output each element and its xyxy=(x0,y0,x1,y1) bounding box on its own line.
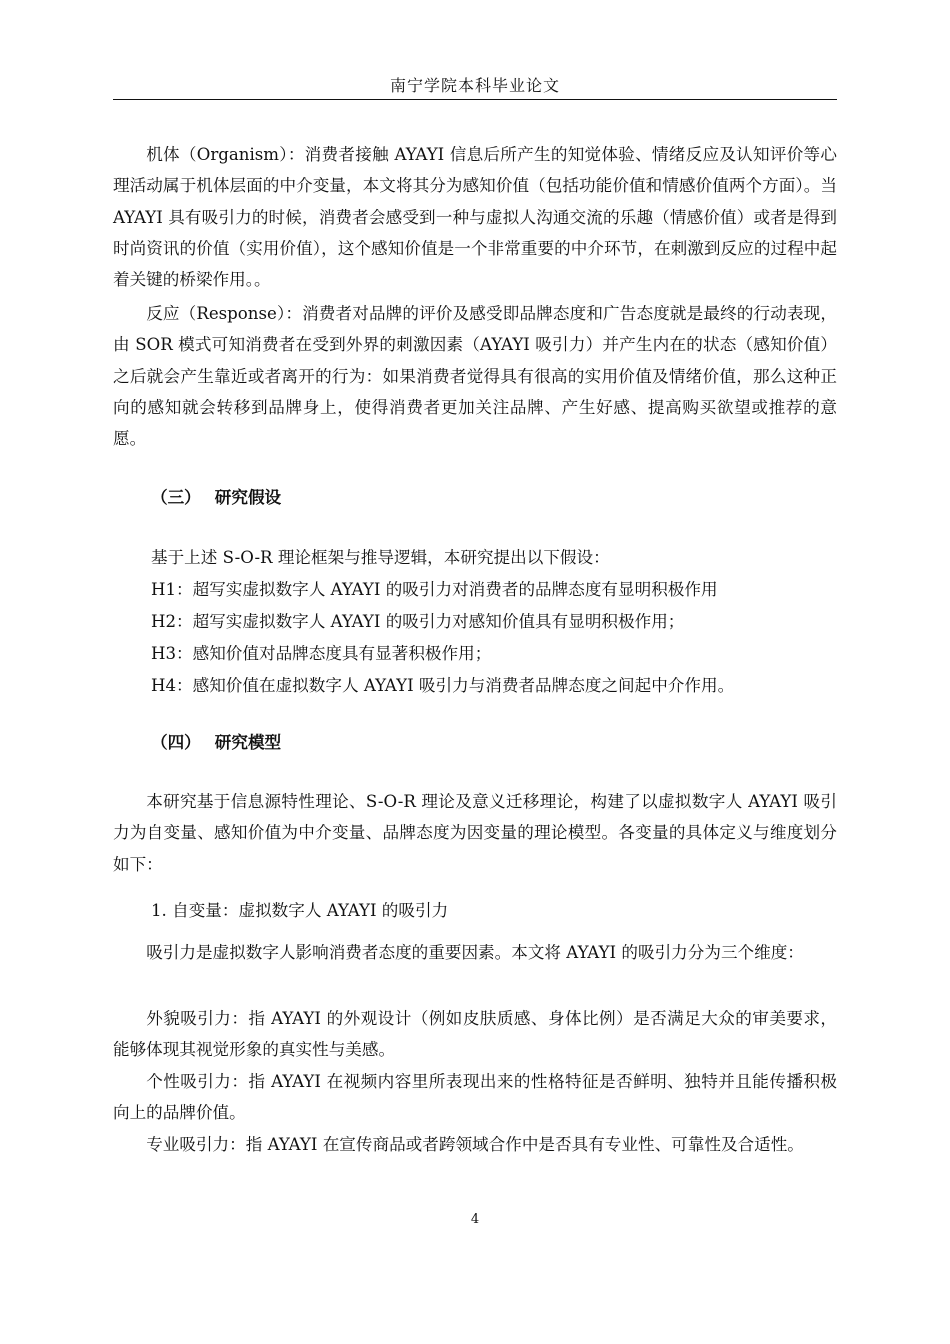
section-title: 研究假设 xyxy=(214,487,282,507)
header-title: 南宁学院本科毕业论文 xyxy=(389,76,560,95)
page-number: 4 xyxy=(470,1212,480,1227)
hypothesis-h1: H1：超写实虚拟数字人 AYAYI 的吸引力对消费者的品牌态度有显明积极作用 xyxy=(151,580,718,599)
paragraph-response: 反应（Response）：消费者对品牌的评价及感受即品牌态度和广告态度就是最终的行动表现，由 SOR 模式可知消费者在受到外界的刺激因素（AYAYI 吸引力）并产生内在的状态（感知价值）之后就会产生靠近或者离开的行为：如果消费者觉得具有很高的实用价值及情绪价值，那么这种正向的感知就会转移到品牌身上，使得消费者更加关注品牌、产生好感、提高购买欲望或推荐的意愿。 xyxy=(113,304,837,449)
section-heading-hypotheses xyxy=(151,482,281,513)
paragraph-model-intro: 本研究基于信息源特性理论、S-O-R 理论及意义迁移理论，构建了以虚拟数字人 AYAYI 吸引力为自变量、感知价值为中介变量、品牌态度为因变量的理论模型。各变量的具体定义与维度划分如下： xyxy=(113,792,837,874)
paragraph-appearance: 外貌吸引力：指 AYAYI 的外观设计（例如皮肤质感、身体比例）是否满足大众的审美要求，能够体现其视觉形象的真实性与美感。 xyxy=(113,1009,837,1060)
hypotheses-intro: 基于上述 S-O-R 理论框架与推导逻辑，本研究提出以下假设： xyxy=(151,548,610,567)
paragraph-attraction-intro: 吸引力是虚拟数字人影响消费者态度的重要因素。本文将 AYAYI 的吸引力分为三个维度： xyxy=(146,943,804,962)
variable-independent: 1. 自变量：虚拟数字人 AYAYI 的吸引力 xyxy=(151,901,449,920)
hypothesis-h4: H4：感知价值在虚拟数字人 AYAYI 吸引力与消费者品牌态度之间起中介作用。 xyxy=(151,676,735,695)
paragraph-professional: 专业吸引力：指 AYAYI 在宣传商品或者跨领域合作中是否具有专业性、可靠性及合适性。 xyxy=(146,1135,804,1154)
section-title: 研究模型 xyxy=(214,732,282,752)
section-number: （四） xyxy=(151,732,201,752)
section-heading-model xyxy=(151,727,281,758)
paragraph-personality: 个性吸引力：指 AYAYI 在视频内容里所表现出来的性格特征是否鲜明、独特并且能传播积极向上的品牌价值。 xyxy=(113,1072,837,1123)
hypothesis-h2: H2：超写实虚拟数字人 AYAYI 的吸引力对感知价值具有显明积极作用； xyxy=(151,612,685,631)
hypothesis-h3: H3：感知价值对品牌态度具有显著积极作用； xyxy=(151,644,492,663)
section-number: （三） xyxy=(151,487,201,507)
header-rule xyxy=(113,99,837,100)
paragraph-organism: 机体（Organism）：消费者接触 AYAYI 信息后所产生的知觉体验、情绪反应及认知评价等心理活动属于机体层面的中介变量，本文将其分为感知价值（包括功能价值和情感价值两个方面）。当 AYAYI 具有吸引力的时候，消费者会感受到一种与虚拟人沟通交流的乐趣（情感价值）或者是得到时尚资讯的价值（实用价值），这个感知价值是一个非常重要的中介环节，在刺激到反应的过程中起着关键的桥梁作用。。 xyxy=(113,145,837,290)
